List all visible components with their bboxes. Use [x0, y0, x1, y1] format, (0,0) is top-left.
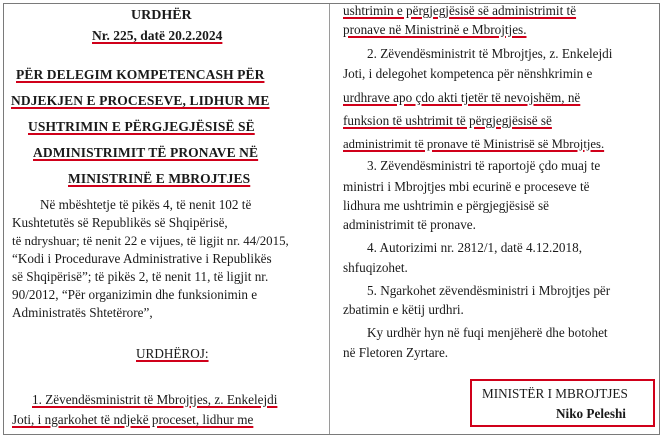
right-line: në Fletoren Zyrtare.	[343, 345, 449, 360]
right-line: urdhrave apo çdo akti tjetër të nevojshëm, në	[343, 90, 581, 105]
order-number: Nr. 225, datë 20.2.2024	[92, 28, 223, 43]
right-line: 3. Zëvendësministri të raportojë çdo muaj te	[367, 158, 601, 173]
right-line: zbatimin e këtij urdhri.	[343, 302, 464, 317]
signature-name: Niko Peleshi	[556, 406, 626, 421]
right-line: ushtrimin e përgjegjësisë së administrimit të	[343, 3, 577, 18]
preamble-line: 90/2012, “Për organizimin dhe funksionimin e	[12, 287, 258, 302]
title-line-1: PËR DELEGIM KOMPETENCASH PËR	[16, 67, 265, 82]
order-item-1-line-1: 1. Zëvendësministrit të Mbrojtjes, z. Enkelejdi	[32, 392, 278, 407]
preamble-line: “Kodi i Procedurave Administrative i Republikës	[12, 251, 272, 266]
column-divider	[329, 4, 330, 434]
preamble-line: së Shqipërisë”; të pikës 2, të nenit 11, të ligjit nr.	[12, 269, 269, 284]
preamble-line: Administratës Shtetërore”,	[12, 305, 153, 320]
right-line: funksion të ushtrimit të përgjegjësisë së	[343, 113, 552, 128]
right-line: administrimit të pronave.	[343, 217, 476, 232]
preamble-line: të ndryshuar; të nenit 22 e vijues, të ligjit nr. 44/2015,	[12, 234, 289, 248]
right-line: 5. Ngarkohet zëvendësministri i Mbrojtjes për	[367, 283, 611, 298]
order-item-1-line-2: Joti, i ngarkohet të ndjekë proceset, lidhur me	[12, 412, 254, 427]
signature-role: MINISTËR I MBROJTJES	[482, 386, 628, 401]
title-line-3: USHTRIMIN E PËRGJEGJËSISË SË	[28, 119, 255, 134]
preamble-line: Në mbështetje të pikës 4, të nenit 102 të	[40, 197, 252, 212]
title-line-4: ADMINISTRIMIT TË PRONAVE NË	[33, 145, 259, 160]
right-line: shfuqizohet.	[343, 260, 408, 275]
right-line: lidhura me ushtrimin e përgjegjësisë së	[343, 198, 549, 213]
right-line: ministri i Mbrojtjes mbi ecurinë e proceseve të	[343, 179, 590, 194]
title-line-2: NDJEKJEN E PROCESEVE, LIDHUR ME	[11, 93, 270, 108]
order-heading: URDHËR	[131, 8, 192, 23]
preamble-line: Kushtetutës së Republikës së Shqipërisë,	[12, 215, 228, 230]
right-line: administrimit të pronave të Ministrisë së Mbrojtjes.	[343, 137, 605, 151]
title-line-5: MINISTRINË E MBROJTJES	[68, 171, 251, 186]
right-line: Joti, i delegohet kompetenca për nënshkrimin e	[343, 66, 593, 81]
right-line: pronave në Ministrinë e Mbrojtjes.	[343, 22, 527, 37]
right-line: Ky urdhër hyn në fuqi menjëherë dhe botohet	[367, 325, 608, 340]
right-line: 4. Autorizimi nr. 2812/1, datë 4.12.2018,	[367, 240, 583, 255]
orders-heading: URDHËROJ:	[136, 346, 209, 361]
right-line: 2. Zëvendësministrit të Mbrojtjes, z. Enkelejdi	[367, 46, 613, 61]
